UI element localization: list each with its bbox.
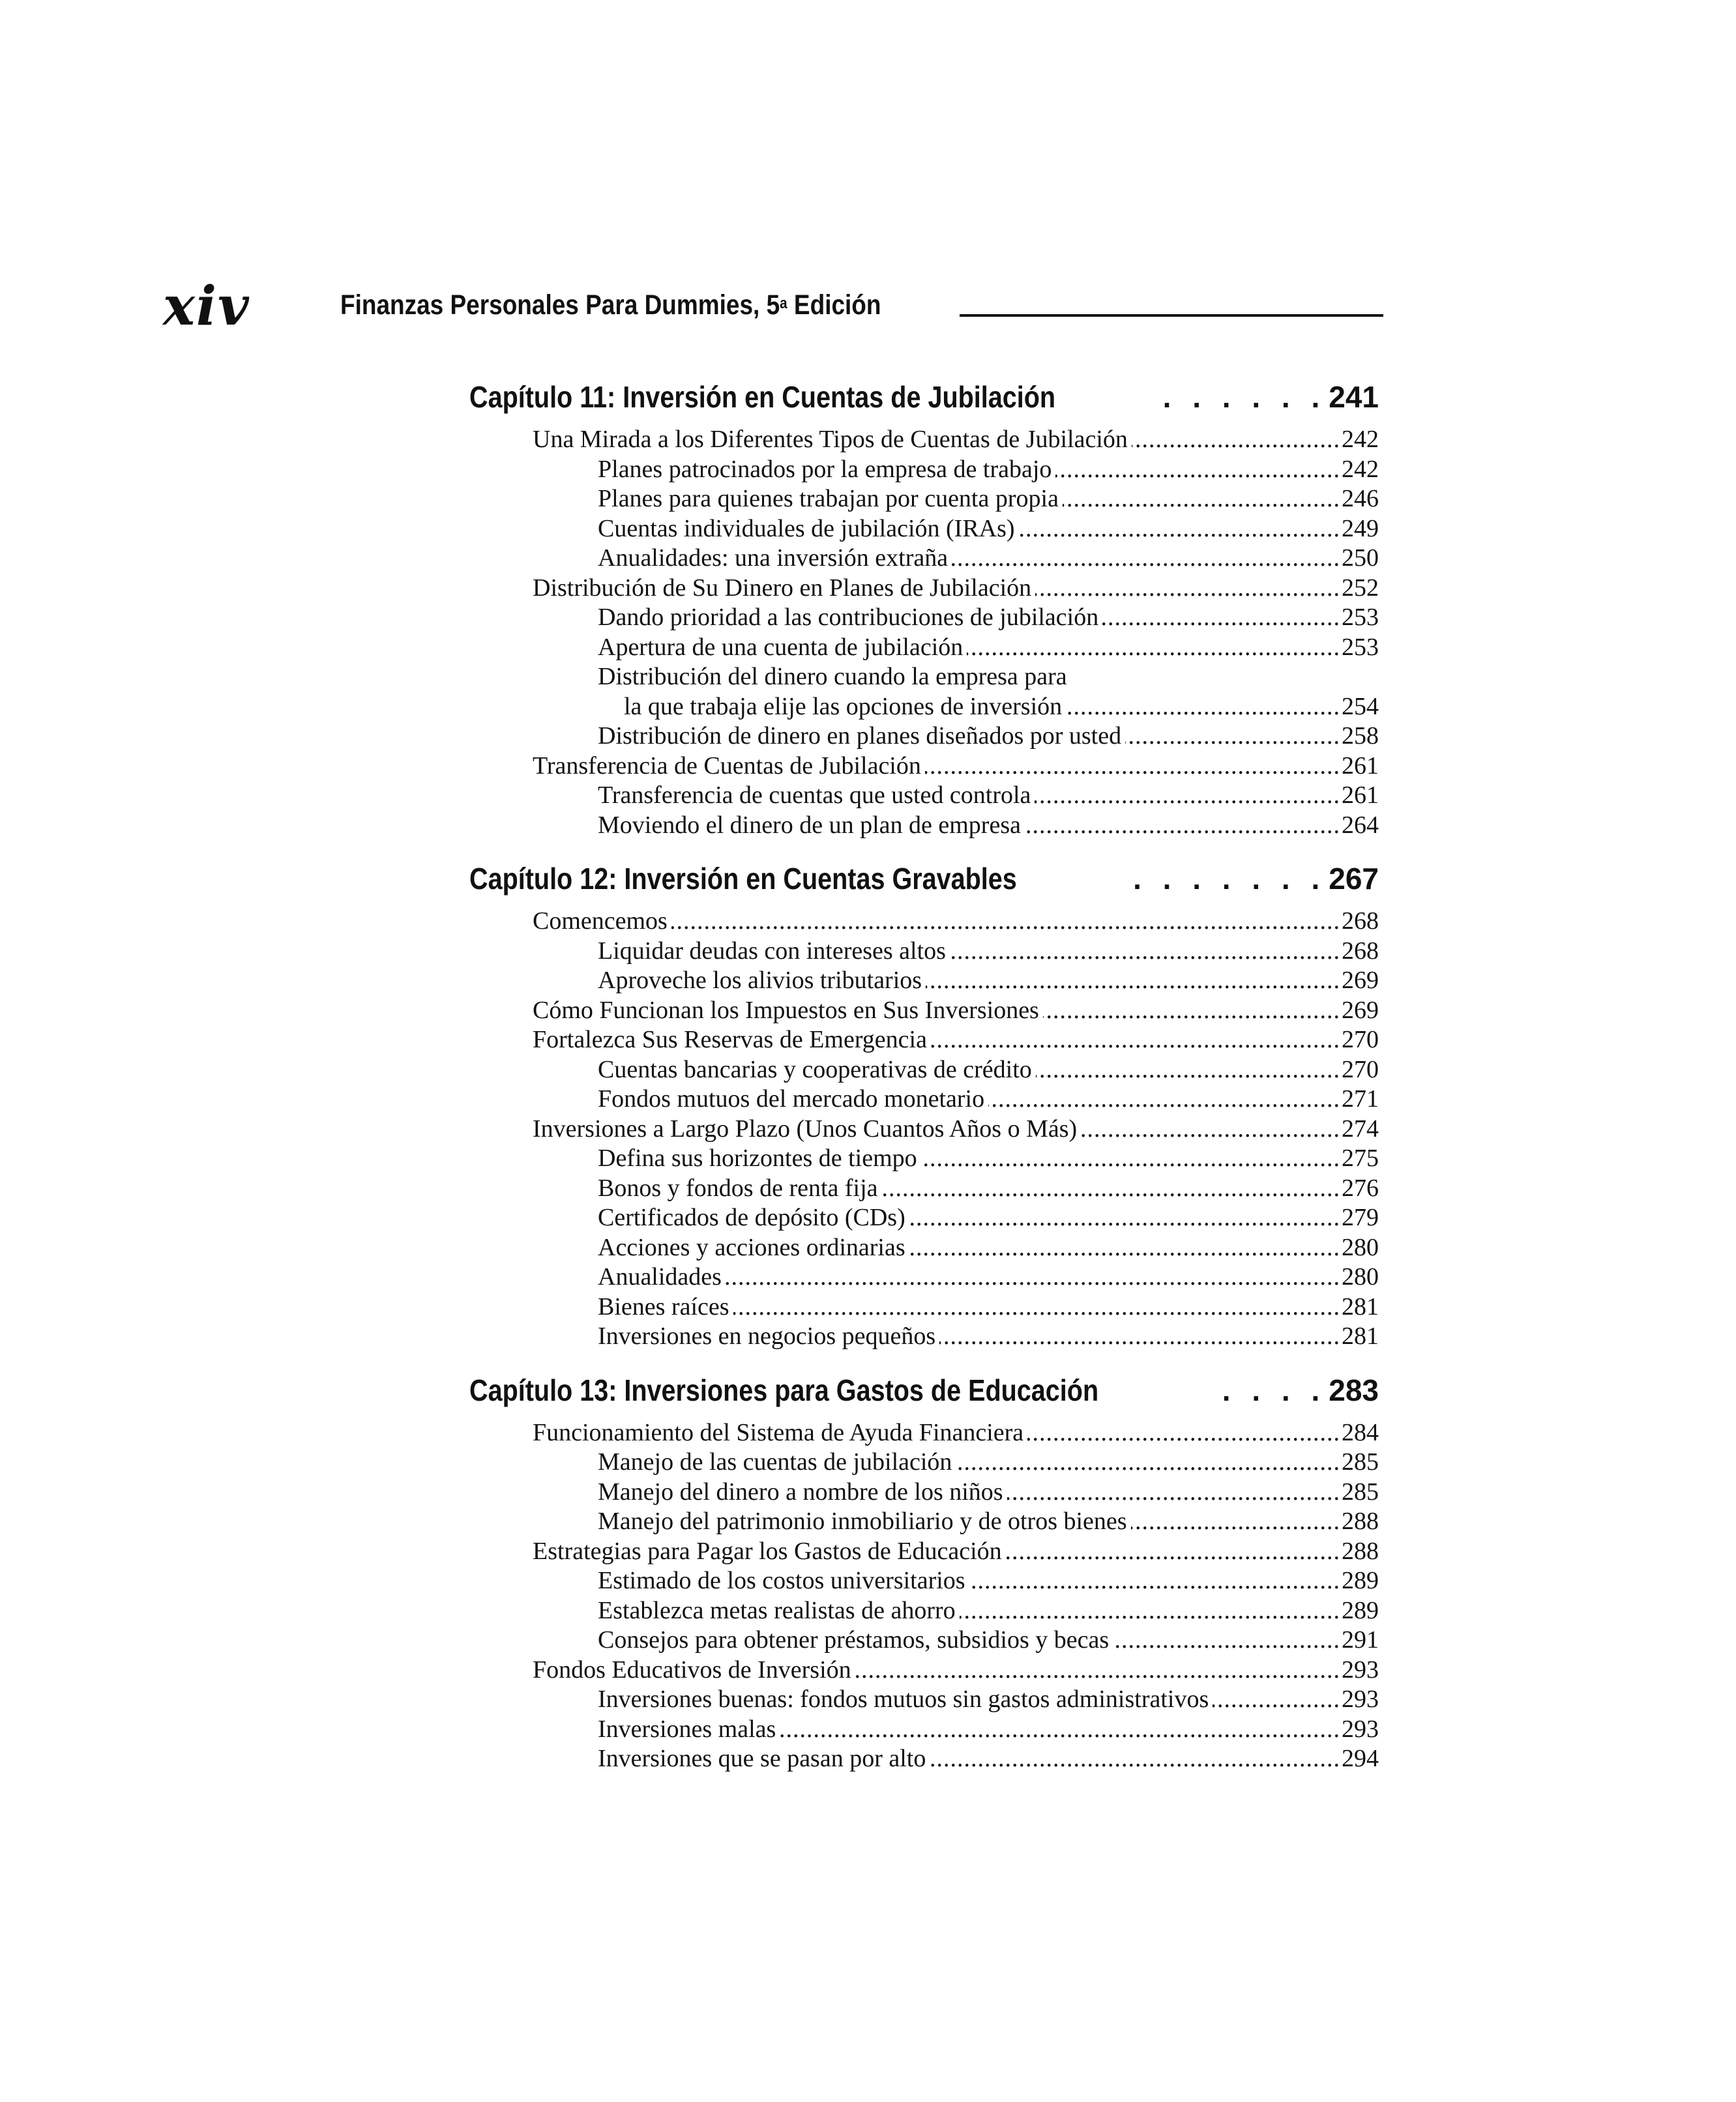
chapter-title: Capítulo 13: Inversiones para Gastos de Educación: [469, 1373, 1099, 1407]
toc-section-entry[interactable]: [469, 1115, 1379, 1145]
book-title: [340, 287, 881, 323]
entry-page: 253: [1342, 633, 1379, 661]
dot-leader: [1043, 996, 1340, 1026]
entry-page: 264: [1342, 811, 1379, 839]
chapter-heading[interactable]: [469, 379, 1379, 425]
header-rule: [960, 314, 1383, 317]
dot-leader: [939, 1322, 1340, 1352]
chapter-page: 283: [1329, 1373, 1379, 1407]
entry-page: 288: [1342, 1537, 1379, 1565]
dot-leader: [780, 1715, 1340, 1745]
dot-leader: [733, 1292, 1340, 1322]
dot-leader: [1125, 722, 1340, 752]
entry-title: Bonos y fondos de renta fija: [598, 1174, 878, 1202]
toc-section-entry[interactable]: [469, 1418, 1379, 1448]
entry-title: Inversiones buenas: fondos mutuos sin gastos administrativos: [598, 1686, 1209, 1713]
chapter-heading[interactable]: [469, 1373, 1379, 1418]
dot-leader: [930, 1744, 1340, 1774]
entry-title: Establezca metas realistas de ahorro: [598, 1596, 956, 1624]
entry-title: Fondos mutuos del mercado monetario: [598, 1085, 985, 1113]
toc-subsection-entry[interactable]: [469, 484, 1379, 514]
entry-title: Estrategias para Pagar los Gastos de Educación: [533, 1537, 1002, 1565]
entry-page: 274: [1342, 1115, 1379, 1143]
entry-title: Certificados de depósito (CDs): [598, 1204, 905, 1231]
toc-subsection-entry[interactable]: [469, 1478, 1379, 1508]
toc-subsection-entry[interactable]: [469, 1744, 1379, 1774]
dot-leader: [921, 1144, 1340, 1174]
entry-title: Planes para quienes trabajan por cuenta propia: [598, 485, 1059, 512]
entry-title: Cómo Funcionan los Impuestos en Sus Inversiones: [533, 996, 1039, 1024]
chapter-entries: [469, 907, 1379, 1352]
dot-leader: [1131, 1507, 1340, 1537]
entry-title: Inversiones malas: [598, 1715, 776, 1743]
entry-title: Funcionamiento del Sistema de Ayuda Financiera: [533, 1418, 1024, 1446]
toc-section-entry[interactable]: [469, 1537, 1379, 1567]
entry-page: 280: [1342, 1263, 1379, 1291]
dot-leader: [1007, 1478, 1340, 1508]
toc-subsection-entry[interactable]: [469, 1322, 1379, 1352]
entry-title: Defina sus horizontes de tiempo: [598, 1145, 917, 1172]
toc-subsection-entry[interactable]: [469, 937, 1379, 967]
edition-word: Edición: [787, 289, 881, 321]
entry-page: 279: [1342, 1204, 1379, 1231]
entry-title: Aproveche los alivios tributarios: [598, 967, 922, 994]
dot-leader: [1081, 1115, 1340, 1145]
chapter-entries: [469, 1418, 1379, 1774]
entry-page: 252: [1342, 574, 1379, 602]
entry-title: Bienes raíces: [598, 1292, 729, 1321]
entry-page: 270: [1342, 1055, 1379, 1083]
entry-title: Una Mirada a los Diferentes Tipos de Cuentas de Jubilación: [533, 426, 1128, 453]
entry-page: 281: [1342, 1322, 1379, 1350]
entry-title: Manejo del patrimonio inmobiliario y de otros bienes: [598, 1508, 1127, 1535]
toc-subsection-entry[interactable]: [469, 633, 1379, 663]
entry-page: 275: [1342, 1145, 1379, 1172]
toc-subsection-entry[interactable]: [469, 1085, 1379, 1115]
dot-leader: [1214, 1373, 1326, 1408]
dot-leader: [988, 1085, 1340, 1115]
dot-leader: [1025, 811, 1340, 841]
toc-section-entry[interactable]: [469, 996, 1379, 1026]
chapter-page: 267: [1329, 862, 1379, 896]
dot-leader: [1035, 781, 1340, 811]
entry-page: 246: [1342, 485, 1379, 512]
toc-subsection-entry[interactable]: [469, 1715, 1379, 1745]
toc-subsection-entry[interactable]: [469, 1174, 1379, 1204]
entry-page: 293: [1342, 1656, 1379, 1684]
entry-title: Consejos para obtener préstamos, subsidios y becas: [598, 1626, 1110, 1654]
toc-section-entry[interactable]: [469, 1656, 1379, 1686]
dot-leader: [1063, 484, 1340, 514]
chapter-entries: [469, 425, 1379, 840]
entry-page: 258: [1342, 722, 1379, 750]
entry-page: 269: [1342, 967, 1379, 994]
dot-leader: [1164, 379, 1326, 415]
entry-title: Transferencia de Cuentas de Jubilación: [533, 752, 921, 780]
dot-leader: [931, 1025, 1340, 1055]
entry-page: 250: [1342, 544, 1379, 572]
toc-subsection-entry[interactable]: [469, 1233, 1379, 1263]
chapter-heading[interactable]: [469, 861, 1379, 907]
toc-section-entry[interactable]: [469, 425, 1379, 455]
entry-title: Moviendo el dinero de un plan de empresa: [598, 811, 1021, 839]
entry-title: Cuentas bancarias y cooperativas de crédito: [598, 1055, 1032, 1083]
toc-subsection-entry[interactable]: [469, 1507, 1379, 1537]
entry-title: Anualidades: una inversión extraña: [598, 544, 949, 572]
entry-page: 242: [1342, 426, 1379, 453]
toc-subsection-entry[interactable]: [469, 811, 1379, 841]
entry-title: Fondos Educativos de Inversión: [533, 1656, 851, 1684]
entry-page: 289: [1342, 1596, 1379, 1624]
entry-page: 261: [1342, 752, 1379, 780]
entry-title: la que trabaja elije las opciones de inversión: [624, 692, 1063, 720]
dot-leader: [1066, 692, 1340, 722]
chapter-page: 241: [1329, 380, 1379, 414]
entry-title: Distribución de dinero en planes diseñados por usted: [598, 722, 1122, 750]
entry-page: 293: [1342, 1686, 1379, 1713]
toc-section-entry[interactable]: [469, 907, 1379, 937]
entry-page: 289: [1342, 1567, 1379, 1594]
toc-subsection-entry[interactable]: [469, 1055, 1379, 1085]
chapter-12: [469, 861, 1379, 1352]
dot-leader: [909, 1233, 1340, 1263]
entry-page: 268: [1342, 907, 1379, 935]
entry-title: Comencemos: [533, 907, 668, 935]
entry-page: 285: [1342, 1448, 1379, 1476]
dot-leader: [960, 1596, 1340, 1626]
table-of-contents: [469, 379, 1379, 1795]
toc-subsection-entry[interactable]: [469, 722, 1379, 752]
dot-leader: [1119, 861, 1327, 896]
toc-subsection-entry[interactable]: [469, 966, 1379, 996]
entry-title: Inversiones a Largo Plazo (Unos Cuantos Años o Más): [533, 1115, 1078, 1143]
dot-leader: [1006, 1537, 1340, 1567]
entry-title: Inversiones en negocios pequeños: [598, 1322, 936, 1350]
dot-leader: [882, 1174, 1340, 1204]
entry-page: 261: [1342, 781, 1379, 809]
toc-subsection-entry[interactable]: [469, 1144, 1379, 1174]
running-head: [340, 284, 1383, 323]
dot-leader: [1019, 514, 1340, 544]
toc-subsection-entry[interactable]: [469, 514, 1379, 544]
entry-title: Anualidades: [598, 1263, 722, 1291]
dot-leader: [950, 937, 1340, 967]
entry-page: 268: [1342, 937, 1379, 965]
entry-title: Apertura de una cuenta de jubilación: [598, 633, 964, 661]
entry-title: Fortalezca Sus Reservas de Emergencia: [533, 1026, 927, 1053]
book-title-text: Finanzas Personales Para Dummies, 5: [340, 289, 780, 321]
entry-page: 254: [1342, 692, 1379, 720]
entry-title: Manejo de las cuentas de jubilación: [598, 1448, 952, 1476]
dot-leader: [909, 1203, 1340, 1233]
entry-page: 285: [1342, 1478, 1379, 1506]
toc-subsection-entry[interactable]: [469, 1448, 1379, 1478]
dot-leader: [967, 633, 1340, 663]
toc-subsection-entry[interactable]: [469, 781, 1379, 811]
entry-page: 280: [1342, 1233, 1379, 1261]
chapter-11: [469, 379, 1379, 840]
entry-page: 242: [1342, 455, 1379, 483]
chapter-13: [469, 1373, 1379, 1774]
dot-leader: [1113, 1626, 1340, 1656]
dot-leader: [1102, 603, 1340, 633]
toc-subsection-entry[interactable]: [469, 692, 1379, 722]
edition-superscript: a: [780, 295, 787, 312]
chapter-title: Capítulo 12: Inversión en Cuentas Gravables: [469, 862, 1017, 896]
entry-page: 253: [1342, 604, 1379, 631]
entry-page: 249: [1342, 514, 1379, 542]
dot-leader: [956, 1448, 1340, 1478]
entry-title: Acciones y acciones ordinarias: [598, 1233, 905, 1261]
entry-page: 270: [1342, 1026, 1379, 1053]
dot-leader: [1036, 1055, 1340, 1085]
dot-leader: [952, 544, 1340, 574]
dot-leader: [925, 752, 1340, 781]
entry-title: Manejo del dinero a nombre de los niños: [598, 1478, 1003, 1506]
chapter-title: Capítulo 11: Inversión en Cuentas de Jubilación: [469, 380, 1056, 414]
toc-subsection-entry[interactable]: [469, 1203, 1379, 1233]
dot-leader: [1055, 455, 1340, 485]
entry-page: 269: [1342, 996, 1379, 1024]
dot-leader: [671, 907, 1340, 937]
toc-subsection-entry[interactable]: [469, 1685, 1379, 1715]
dot-leader: [969, 1566, 1340, 1596]
dot-leader: [855, 1656, 1340, 1686]
entry-title: Distribución del dinero cuando la empresa para: [598, 663, 1067, 690]
entry-page: 291: [1342, 1626, 1379, 1654]
dot-leader: [726, 1263, 1340, 1292]
toc-subsection-entry[interactable]: [469, 1596, 1379, 1626]
toc-subsection-entry[interactable]: [469, 1263, 1379, 1292]
toc-section-entry[interactable]: [469, 752, 1379, 781]
toc-subsection-entry[interactable]: [469, 544, 1379, 574]
dot-leader: [1213, 1685, 1340, 1715]
entry-title: Transferencia de cuentas que usted controla: [598, 781, 1031, 809]
toc-section-entry[interactable]: [469, 574, 1379, 604]
entry-title: Cuentas individuales de jubilación (IRAs): [598, 514, 1015, 542]
toc-subsection-entry[interactable]: [469, 662, 1379, 692]
entry-page: 293: [1342, 1715, 1379, 1743]
entry-title: Estimado de los costos universitarios: [598, 1567, 965, 1594]
entry-page: 294: [1342, 1745, 1379, 1772]
entry-page: 288: [1342, 1508, 1379, 1535]
entry-title: Inversiones que se pasan por alto: [598, 1745, 926, 1772]
toc-subsection-entry[interactable]: [469, 1626, 1379, 1656]
dot-leader: [1132, 425, 1340, 455]
toc-subsection-entry[interactable]: [469, 603, 1379, 633]
dot-leader: [1035, 574, 1340, 604]
entry-page: 281: [1342, 1292, 1379, 1321]
dot-leader: [1027, 1418, 1340, 1448]
entry-page: 284: [1342, 1418, 1379, 1446]
entry-page: 276: [1342, 1174, 1379, 1202]
entry-title: Distribución de Su Dinero en Planes de Jubilación: [533, 574, 1032, 602]
entry-title: Dando prioridad a las contribuciones de jubilación: [598, 604, 1099, 631]
toc-section-entry[interactable]: [469, 1025, 1379, 1055]
dot-leader: [926, 966, 1340, 996]
toc-subsection-entry[interactable]: [469, 1292, 1379, 1322]
page-number: xiv: [163, 275, 250, 338]
entry-title: Planes patrocinados por la empresa de trabajo: [598, 455, 1052, 483]
entry-page: 271: [1342, 1085, 1379, 1113]
toc-subsection-entry[interactable]: [469, 455, 1379, 485]
toc-subsection-entry[interactable]: [469, 1566, 1379, 1596]
entry-title: Liquidar deudas con intereses altos: [598, 937, 946, 965]
